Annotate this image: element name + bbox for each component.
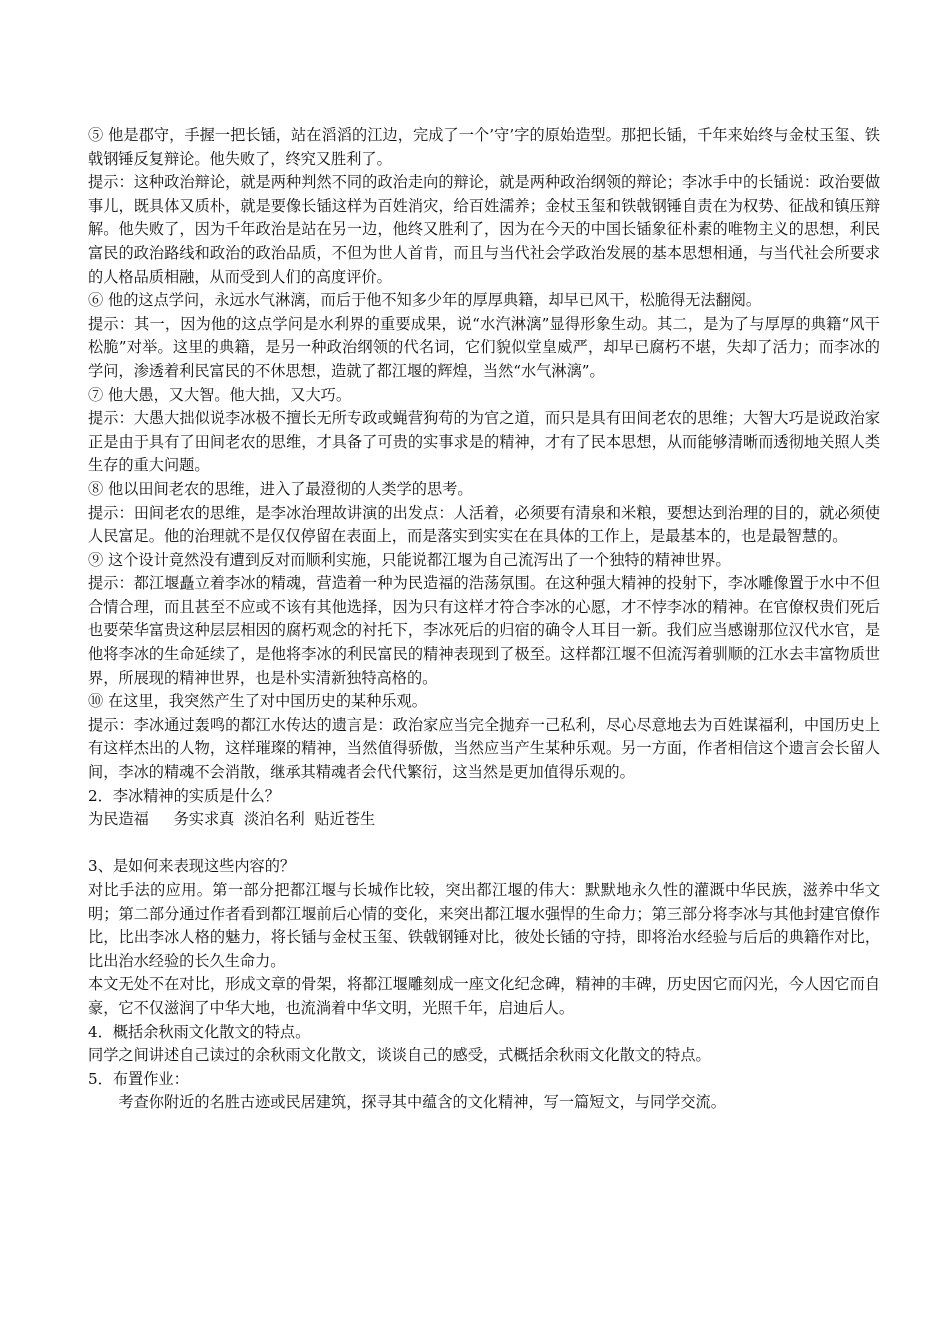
item-8: ⑧ 他以田间老农的思维，进入了最澄彻的人类学的思考。 bbox=[88, 479, 473, 498]
item-5: ⑤ 他是郡守，手握一把长锸，站在滔滔的江边，完成了一个’守’字的原始造型。那把长锸，千年来始终与金杖玉玺、铁戟钢锤反复辩论。他失败了，终究又胜利了。 bbox=[88, 126, 880, 168]
question-5-heading: 5．布置作业： bbox=[88, 1069, 189, 1088]
question-3-heading: 3、是如何来表现这些内容的？ bbox=[88, 857, 296, 876]
question-3-paragraph-1: 对比手法的应用。第一部分把都江堰与长城作比较，突出都江堰的伟大：默默地永久性的灌溉中华民族，滋养中华文明；第二部分通过作者看到都江堰前后心情的变化，来突出都江堰水强悍的生命力；第三部分将李冰与其他封建官僚作比，比出李冰人格的魅力，将长锸与金杖玉玺、铁戟钢锤对比，彼处长锸的守持，即将治水经验与后后的典籍作对比，比出治水经验的长久生命力。 bbox=[88, 881, 880, 970]
item-7: ⑦ 他大愚，又大智。他大拙，又大巧。 bbox=[88, 385, 352, 404]
document-page bbox=[88, 124, 880, 1115]
hint-7: 提示：大愚大拙似说李冰极不擅长无所专政或蝇营狗苟的为官之道，而只是具有田间老农的思维；大智大巧是说政治家正是由于具有了田间老农的思维，才具备了可贵的实事求是的精神，才有了民本思想，从而能够清晰而透彻地关照人类生存的重大问题。 bbox=[88, 409, 880, 475]
question-2-heading: 2．李冰精神的实质是什么？ bbox=[88, 786, 280, 805]
question-3-paragraph-2: 本文无处不在对比，形成文章的骨架，将都江堰雕刻成一座文化纪念碑，精神的丰碑，历史因它而闪光，今人因它而自豪，它不仅滋润了中华大地，也流淌着中华文明，光照千年，启迪后人。 bbox=[88, 975, 880, 1017]
hint-9: 提示：都江堰矗立着李冰的精魂，营造着一种为民造福的浩荡氛围。在这种强大精神的投射下，李冰雕像置于水中不但合情合理，而且甚至不应或不该有其他选择，因为只有这样才符合李冰的心愿，才不悖李冰的精神。在官僚权贵们死后也要荣华富贵这种层层相因的腐朽观念的衬托下，李冰死后的归宿的确令人耳目一新。我们应当感谢那位汉代水官，是他将李冰的生命延续了，是他将李冰的利民富民的精神表现到了极至。这样都江堰不但流泻着驯顺的江水去丰富物质世界，所展现的精神世界，也是朴实清新独特高格的。 bbox=[88, 574, 880, 687]
hint-6: 提示：其一，因为他的这点学问是水利界的重要成果，说“水汽淋漓”显得形象生动。其二，是为了与厚厚的典籍“风干松脆”对举。这里的典籍，是另一种政治纲领的代名词，它们貌似堂皇威严，却早已腐朽不堪，失却了活力；而李冰的学问，渗透着利民富民的不休思想，造就了都江堰的辉煌，当然“水气淋漓”。 bbox=[88, 314, 880, 380]
item-10: ⑩ 在这里，我突然产生了对中国历史的某种乐观。 bbox=[88, 692, 427, 711]
hint-5: 提示：这种政治辩论，就是两种判然不同的政治走向的辩论，就是两种政治纲领的辩论；李冰手中的长锸说：政治要做事儿，既具体又质朴，就是要像长锸这样为百姓消灾，给百姓濡养；金杖玉玺和铁戟钢锤自责在为权势、征战和镇压辩解。他失败了，因为千年政治是站在另一边，他终又胜利了，因为在今天的中国长锸象征朴素的唯物主义的思想，利民富民的政治路线和政治的政治品质，不但为世人首肯，而且与当代社会学政治发展的基本思想相通，与当代社会所要求的人格品质相融，从而受到人们的高度评价。 bbox=[88, 173, 880, 286]
question-2-answer: 为民造福 务实求真 淡泊名利 贴近苍生 bbox=[88, 810, 376, 829]
blank-line bbox=[88, 832, 880, 856]
hint-8: 提示：田间老农的思维，是李冰治理故讲演的出发点：人活着，必须要有清泉和米粮，要想达到治理的目的，就必须使人民富足。他的治理就不是仅仅停留在表面上，而是落实到实实在在具体的工作上，是最基本的，也是最智慧的。 bbox=[88, 503, 880, 546]
item-6: ⑥ 他的这点学问，永远水气淋漓，而后于他不知多少年的厚厚典籍，却早已风干，松脆得无法翻阅。 bbox=[88, 291, 762, 310]
hint-10: 提示：李冰通过轰鸣的都江水传达的遗言是：政治家应当完全抛弃一己私利，尽心尽意地去为百姓谋福利，中国历史上有这样杰出的人物，这样璀璨的精神，当然值得骄傲，当然应当产生某种乐观。另一方面，作者相信这个遗言会长留人间，李冰的精魂不会消散，继承其精魂者会代代繁衍，这当然是更加值得乐观的。 bbox=[88, 715, 880, 782]
item-9: ⑨ 这个设计竟然没有遭到反对而顺利实施，只能说都江堰为自己流泻出了一个独特的精神世界。 bbox=[88, 550, 731, 569]
homework-paragraph: 考查你附近的名胜古迹或民居建筑，探寻其中蕴含的文化精神，写一篇短文，与同学交流。 bbox=[118, 1093, 726, 1112]
question-4-heading: 4．概括余秋雨文化散文的特点。 bbox=[88, 1022, 311, 1041]
question-4-paragraph: 同学之间讲述自己读过的余秋雨文化散文，谈谈自己的感受，式概括余秋雨文化散文的特点。 bbox=[88, 1046, 711, 1065]
